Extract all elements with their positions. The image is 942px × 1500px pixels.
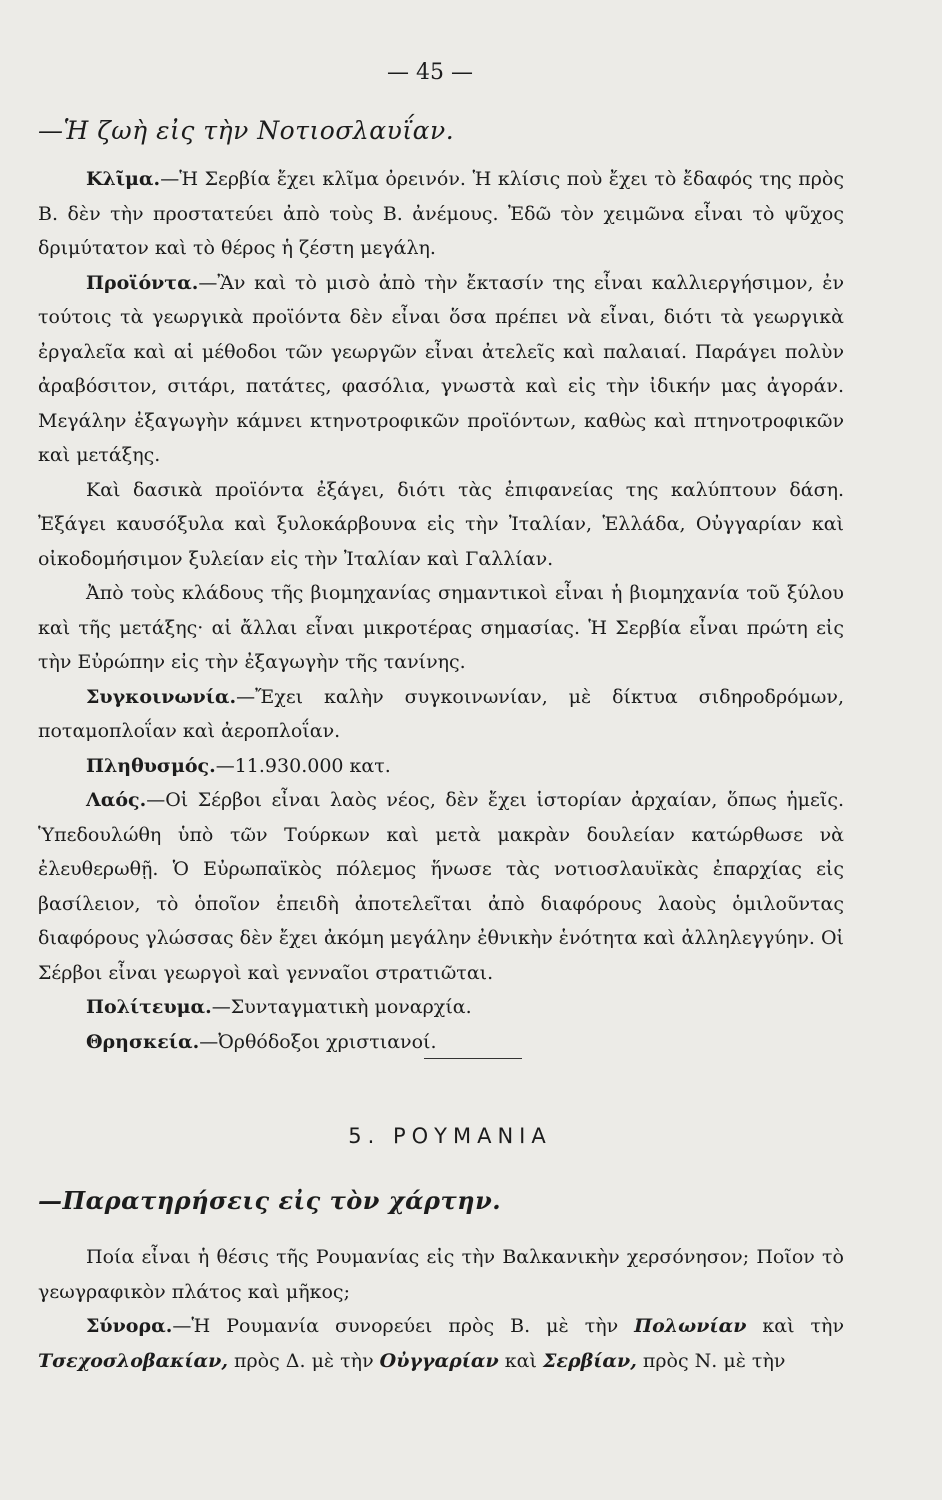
text-synora-5: πρὸς Ν. μὲ τὴν — [636, 1349, 786, 1372]
divider-rule — [424, 1058, 522, 1059]
paragraph-thriskeia — [38, 1025, 844, 1060]
label-politeuma: Πολίτευμα. — [86, 996, 212, 1018]
text-synora-3: πρὸς Δ. μὲ τὴν — [227, 1349, 380, 1372]
text-proionta: —Ἂν καὶ τὸ μισὸ ἀπὸ τὴν ἔκτασίν της εἶναι καλλιεργήσιμον, ἐν τούτοις τὰ γεωργικὰ προϊόντα δὲν εἶναι ὅσα πρέπει νὰ εἶναι, διότι τὰ γεωργικὰ ἐργαλεῖα καὶ αἱ μέθοδοι τῶν γεωργῶν εἶναι ἀτελεῖς καὶ παλαιαί. Παράγει πολὺν ἀραβόσιτον, σιτάρι, πατάτες, φασόλια, γνωστὰ καὶ εἰς τὴν ἰδικήν μας ἀγοράν. Μεγάλην ἐξαγωγὴν κάμνει κτηνοτροφικῶν προϊόντων, καθὼς καὶ πτηνοτροφικῶν καὶ μετάξης. — [38, 271, 844, 466]
country-serbia: Σερβίαν, — [542, 1349, 637, 1372]
country-hungary: Οὐγγαρίαν — [379, 1349, 499, 1372]
text-plithysmos: —11.930.000 κατ. — [215, 754, 391, 777]
label-laos: Λαός. — [86, 789, 147, 811]
paragraph-proionta — [38, 266, 844, 473]
text-block-serbia — [38, 162, 844, 1059]
label-klima: Κλῖμα. — [86, 168, 161, 190]
paragraph-plithysmos — [38, 749, 844, 784]
label-synora: Σύνορα. — [86, 1315, 173, 1337]
section-title-romania: 5. ΡΟΥΜΑΝΙΑ — [348, 1124, 552, 1148]
text-politeuma: —Συνταγματικὴ μοναρχία. — [211, 996, 472, 1018]
text-synora-4: καὶ — [498, 1349, 543, 1372]
text-laos: —Οἱ Σέρβοι εἶναι λαὸς νέος, δὲν ἔχει ἱστορίαν ἀρχαίαν, ὅπως ἡμεῖς. Ὑπεδουλώθη ὑπὸ τῶν Τούρκων καὶ μετὰ μακρὰν δουλείαν κατώρθωσε νὰ ἐλευθερωθῇ. Ὁ Εὐρωπαϊκὸς πόλεμος ἥνωσε τὰς νοτιοσλαυϊκὰς ἐπαρχίας εἰς βασίλειον, τὸ ὁποῖον ἐπειδὴ ἀποτελεῖται ἀπὸ διαφόρους λαοὺς ὁμιλοῦντας διαφόρους γλώσσας δὲν ἔχει ἀκόμη μεγάλην ἐθνικὴν ἑνότητα καὶ ἀλληλεγγύην. Οἱ Σέρβοι εἶναι γεωργοὶ καὶ γενναῖοι στρατιῶται. — [38, 789, 844, 984]
text-block-romania — [38, 1240, 844, 1378]
paragraph-politeuma — [38, 990, 844, 1025]
page-number: — 45 — — [387, 60, 473, 85]
paragraph-klima — [38, 162, 844, 266]
country-czechoslovakia: Τσεχοσλοβακίαν, — [38, 1349, 228, 1372]
paragraph-synora — [38, 1309, 844, 1378]
paragraph-viomichania: Ἀπὸ τοὺς κλάδους τῆς βιομηχανίας σημαντικοὶ εἶναι ἡ βιομηχανία τοῦ ξύλου καὶ τῆς μετάξης· αἱ ἄλλαι εἶναι μικροτέρας σημασίας. Ἡ Σερβία εἶναι πρώτη εἰς τὴν Εὐρώπην εἰς τὴν ἐξαγωγὴν τῆς τανίνης. — [38, 582, 844, 673]
label-plithysmos: Πληθυσμός. — [86, 754, 216, 777]
label-proionta: Προϊόντα. — [86, 271, 199, 294]
paragraph-sygkoinonia — [38, 680, 844, 749]
text-thriskeia: —Ὀρθόδοξοι χριστιανοί. — [199, 1030, 437, 1053]
paragraph-questions: Ποία εἶναι ἡ θέσις τῆς Ρουμανίας εἰς τὴν Βαλκανικὴν χερσόνησον; Ποῖον τὸ γεωγραφικὸν πλάτος καὶ μῆκος; — [38, 1246, 844, 1303]
text-synora-2: καὶ τὴν — [746, 1315, 844, 1337]
text-synora-1: —Ἡ Ρουμανία συνορεύει πρὸς Β. μὲ τὴν — [172, 1315, 635, 1337]
country-poland: Πολωνίαν — [634, 1315, 747, 1337]
section-heading-map: —Παρατηρήσεις εἰς τὸν χάρτην. — [38, 1186, 502, 1215]
label-sygkoinonia: Συγκοινωνία. — [86, 685, 237, 708]
label-thriskeia: Θρησκεία. — [86, 1030, 200, 1053]
text-sygkoinonia: —Ἔχει καλὴν συγκοινωνίαν, μὲ δίκτυα σιδηροδρόμων, ποταμοπλοΐαν καὶ ἀεροπλοΐαν. — [38, 685, 844, 742]
paragraph-laos — [38, 783, 844, 990]
text-klima: —Ἡ Σερβία ἔχει κλῖμα ὀρεινόν. Ἡ κλίσις ποὺ ἔχει τὸ ἔδαφός της πρὸς Β. δὲν τὴν προστατεύει ἀπὸ τοὺς Β. ἀνέμους. Ἐδῶ τὸν χειμῶνα εἶναι τὸ ψῦχος δριμύτατον καὶ τὸ θέρος ἡ ζέστη μεγάλη. — [38, 168, 844, 259]
section-heading: —Ἡ ζωὴ εἰς τὴν Νοτιοσλαυΐαν. — [38, 116, 455, 145]
paragraph-dasika: Καὶ δασικὰ προϊόντα ἐξάγει, διότι τὰς ἐπιφανείας της καλύπτουν δάση. Ἐξάγει καυσόξυλα καὶ ξυλοκάρβουνα εἰς τὴν Ἰταλίαν, Ἑλλάδα, Οὐγγαρίαν καὶ οἰκοδομήσιμον ξυλείαν εἰς τὴν Ἰταλίαν καὶ Γαλλίαν. — [38, 478, 844, 570]
